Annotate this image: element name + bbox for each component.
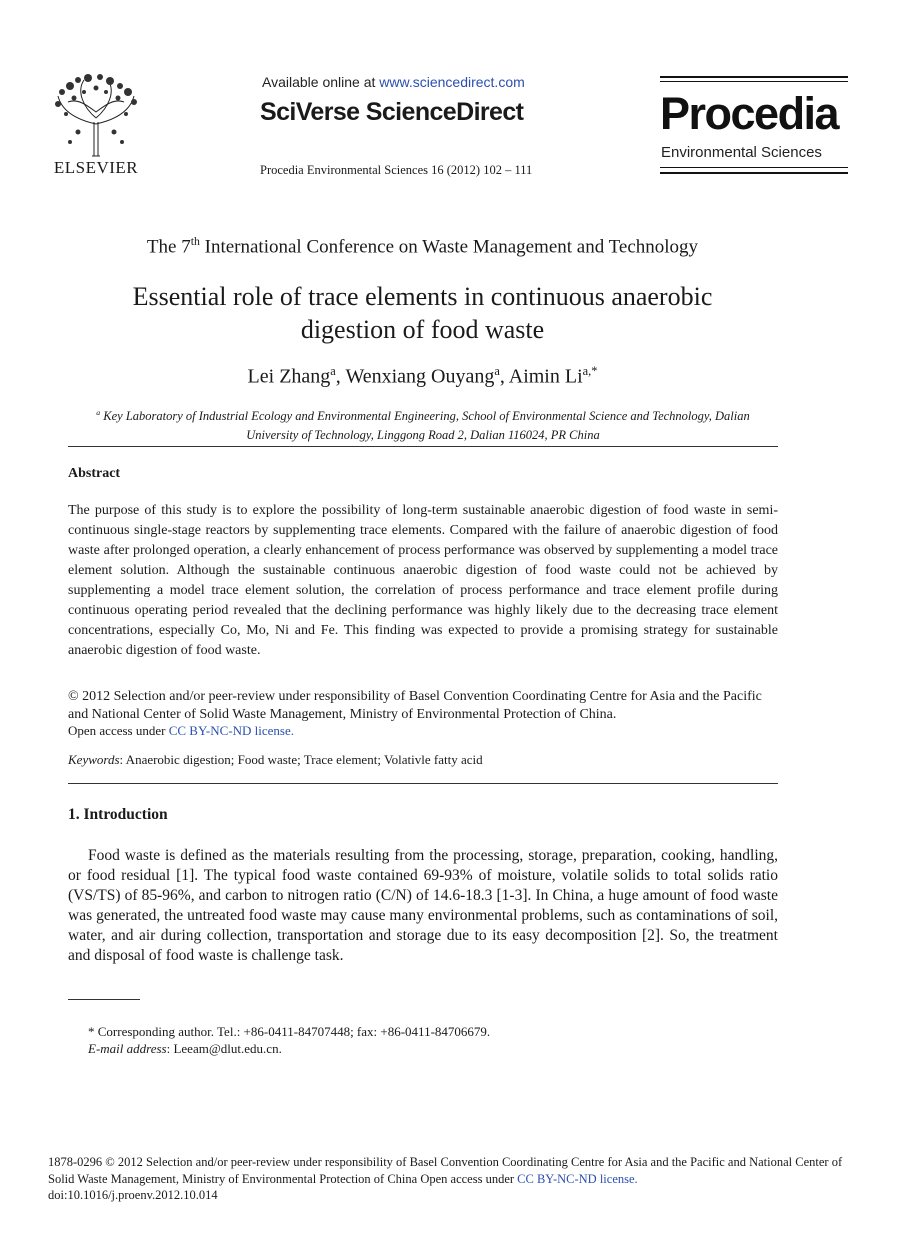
conference-prefix: The 7 [146, 236, 191, 258]
sciverse-sciencedirect-logo: SciVerse ScienceDirect [260, 98, 524, 126]
bottom-license-link[interactable]: CC BY-NC-ND license. [517, 1172, 638, 1186]
procedia-subtitle: Environmental Sciences [661, 144, 822, 161]
open-access-line [68, 723, 294, 739]
keywords-label: Keywords [68, 752, 120, 767]
procedia-rule [660, 76, 848, 78]
keywords-text: : Anaerobic digestion; Food waste; Trace element; Volativle fatty acid [119, 752, 483, 767]
conference-sup: th [190, 235, 200, 248]
available-online-line [262, 74, 525, 90]
open-access-prefix: Open access under [420, 1172, 518, 1186]
affiliation [68, 403, 778, 445]
procedia-logo: Procedia [660, 88, 839, 139]
email-address: : Leeam@dlut.edu.cn. [166, 1041, 282, 1056]
open-access-prefix: Open access under [68, 723, 169, 738]
author-name: Aimin Li [508, 365, 583, 388]
license-link[interactable]: CC BY-NC-ND license. [168, 723, 295, 738]
email-label: E-mail address [88, 1041, 167, 1056]
section-divider [68, 446, 778, 447]
conference-suffix: International Conference on Waste Management and Technology [199, 236, 699, 258]
author-list [0, 364, 845, 389]
affiliation-sup: a [96, 408, 101, 417]
footnote-rule [68, 999, 140, 1000]
keywords-line [68, 752, 483, 768]
author-name: Wenxiang Ouyang [345, 365, 495, 388]
procedia-rule [660, 167, 848, 168]
procedia-rule [660, 172, 848, 174]
paper-title [80, 280, 765, 346]
available-prefix: Available online at [262, 74, 380, 90]
copyright-notice: © 2012 Selection and/or peer-review under responsibility of Basel Convention Coordinating Centre for Asia and the Pacific and National Center of Solid Waste Management, Ministry of Environmental Protection of China. [68, 689, 762, 722]
conference-name [0, 235, 845, 258]
author-separator: , [335, 365, 346, 388]
author-separator: , [499, 365, 509, 388]
abstract-heading: Abstract [68, 466, 121, 481]
affiliation-line-2: University of Technology, Linggong Road 2, Dalian 116024, PR China [246, 428, 600, 443]
doi: doi:10.1016/j.proenv.2012.10.014 [48, 1188, 218, 1202]
author-affil-sup: a [330, 364, 336, 378]
introduction-text: Food waste is defined as the materials resulting from the processing, storage, preparation, cooking, handling, or food residual [1]. The typical food waste contained 69-93% of moisture, volatile solids to total solids ratio (VS/TS) of 85-96%, and carbon to nitrogen ratio (C/N) of 14.6-18.3 [1-3]. In China, a huge amount of food waste was generated, the untreated food waste may cause many environmental problems, such as contaminations of soil, water, and air during collection, transportation and storage due to its easy decomposition [2]. So, the treatment and disposal of food waste is challenge task. [68, 847, 778, 964]
title-line-1: Essential role of trace elements in continuous anaerobic [132, 282, 713, 311]
sciencedirect-link[interactable]: www.sciencedirect.com [379, 74, 525, 90]
author-affil-sup: a,* [582, 364, 598, 378]
title-line-2: digestion of food waste [300, 315, 545, 344]
elsevier-wordmark: ELSEVIER [53, 158, 139, 177]
journal-reference: Procedia Environmental Sciences 16 (2012) 102 – 111 [260, 163, 533, 177]
introduction-heading: 1. Introduction [68, 806, 168, 823]
procedia-rule [660, 81, 848, 82]
author-name: Lei Zhang [247, 365, 331, 388]
section-divider [68, 783, 778, 784]
abstract-text: The purpose of this study is to explore the possibility of long-term sustainable anaerobic digestion of food waste in semi-continuous single-stage reactors by supplementing trace elements. Compared with the failure of anaerobic digestion of food waste after prolonged operation, a clearly enhancement of process performance was observed by supplementing a model trace element solution. Although the sustainable continuous anaerobic digestion of food waste could not be achieved by supplementing a model trace element solution, the correlation of process performance and trace element profile during continuous operating period revealed that the declining performance was highly likely due to the decreasing trace element concentrations, especially Co, Mo, Ni and Fe. This finding was expected to provide a promising strategy for sustainable anaerobic digestion of food waste. [68, 503, 778, 658]
email-footnote [88, 1041, 282, 1057]
license-text: 1878-0296 © 2012 Selection and/or peer-review under responsibility of Basel Convention Coordinating Centre for Asia and the Pacific and National Center of Solid Waste Management, Ministry of Environmental Protection of China [48, 1155, 843, 1186]
author-affil-sup: a [494, 364, 500, 378]
affiliation-text-1: Key Laboratory of Industrial Ecology and Environmental Engineering, School of Environmental Science and Technology, Dalian [100, 409, 750, 424]
affiliation-line-1 [68, 403, 778, 426]
issn-license-line [48, 1154, 858, 1188]
corresponding-author-footnote: * Corresponding author. Tel.: +86-0411-84707448; fax: +86-0411-84706679. [88, 1024, 491, 1039]
